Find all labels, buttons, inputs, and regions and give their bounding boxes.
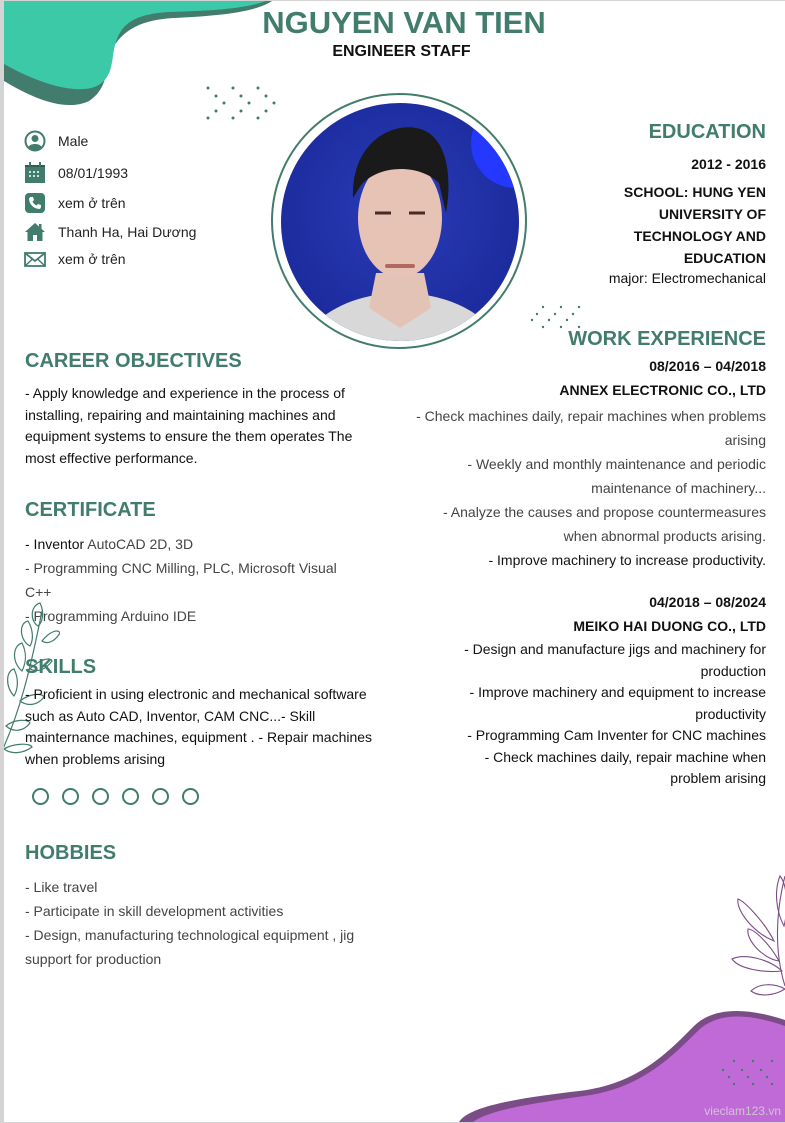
rating-circle[interactable] [152, 788, 169, 805]
home-icon [24, 221, 46, 243]
school-line: EDUCATION [683, 250, 766, 266]
calendar-icon [24, 162, 46, 184]
education-school [624, 181, 766, 269]
duty-item: - Improve machinery and equipment to increase productivity [469, 684, 766, 722]
info-email [24, 248, 126, 270]
education-period: 2012 - 2016 [691, 156, 766, 172]
hobbies-heading: HOBBIES [25, 842, 117, 864]
certificate-item-rest: AutoCAD 2D, 3D [84, 536, 194, 552]
job-2-company: MEIKO HAI DUONG CO., LTD [573, 618, 766, 634]
job-title: ENGINEER STAFF [332, 43, 471, 60]
rating-circle[interactable] [92, 788, 109, 805]
certificate-list [25, 532, 365, 628]
info-birthdate [24, 162, 128, 184]
certificate-item: - Programming CNC Milling, PLC, Microsoft Visual C++ [25, 560, 337, 600]
certificate-item [25, 532, 365, 556]
hobby-item: - Participate in skill development activities [25, 903, 284, 919]
certificate-item: - Programming Arduino IDE [25, 608, 197, 624]
phone-value: xem ở trên [58, 195, 126, 211]
skill-rating [32, 788, 212, 810]
rating-circle[interactable] [182, 788, 199, 805]
certificate-item-prefix: - Inventor [25, 536, 85, 552]
education-heading: EDUCATION [648, 121, 766, 143]
education-major: major: Electromechanical [608, 270, 766, 286]
school-line: UNIVERSITY OF [658, 206, 766, 222]
dots-decoration-bottom [721, 1059, 777, 1087]
skills-heading: SKILLS [25, 656, 97, 678]
duty-item: - Programming Cam Inventer for CNC machines [467, 727, 766, 743]
email-value: xem ở trên [58, 251, 126, 267]
duty-item: - Check machines daily, repair machines when problems arising [416, 408, 766, 448]
watermark: vieclam123.vn [704, 1104, 781, 1118]
email-icon [24, 248, 46, 270]
skills-text: - Proficient in using electronic and mechanical software such as Auto CAD, Inventor, CAM CNC...- Skill mainternance machines, equipment . - Repair machines when problems arising [25, 686, 373, 767]
career-objectives-heading: CAREER OBJECTIVES [25, 350, 242, 372]
hobby-item: - Design, manufacturing technological equipment , jig support for production [25, 927, 355, 967]
job-1-company: ANNEX ELECTRONIC CO., LTD [559, 382, 766, 398]
leaf-branch-decoration-right [724, 871, 785, 1001]
school-line: TECHNOLOGY AND [633, 228, 766, 244]
candidate-name: NGUYEN VAN TIEN [262, 5, 546, 40]
birthdate-value: 08/01/1993 [58, 165, 129, 181]
phone-icon [24, 192, 46, 214]
duty-item: - Design and manufacture jigs and machinery for production [464, 641, 766, 679]
profile-photo [281, 103, 519, 341]
certificate-heading: CERTIFICATE [25, 499, 156, 521]
career-objectives-text: - Apply knowledge and experience in the process of installing, repairing and maintaining machines and equipment systems to ensure the them operates The most effective performance. [25, 385, 353, 466]
duty-item: - Analyze the causes and propose countermeasures when abnormal products arising. [443, 504, 766, 544]
dots-decoration-top [204, 85, 279, 125]
rating-circle[interactable] [32, 788, 49, 805]
school-line: SCHOOL: HUNG YEN [623, 184, 766, 200]
work-experience-heading: WORK EXPERIENCE [568, 328, 766, 350]
job-2-duties [426, 639, 766, 790]
address-value: Thanh Ha, Hai Dương [58, 224, 197, 240]
gender-value: Male [58, 133, 89, 149]
rating-circle[interactable] [62, 788, 79, 805]
user-icon [24, 130, 46, 152]
info-phone [24, 192, 126, 214]
info-address [24, 221, 196, 243]
hobbies-list [25, 875, 375, 971]
rating-circle[interactable] [122, 788, 139, 805]
job-1-duties [416, 404, 766, 572]
duty-item: - Improve machinery to increase productivity. [488, 552, 766, 568]
info-gender [24, 130, 88, 152]
hobby-item: - Like travel [25, 879, 98, 895]
job-1-period: 08/2016 – 04/2018 [649, 358, 766, 374]
duty-item: - Weekly and monthly maintenance and periodic maintenance of machinery... [467, 456, 766, 496]
job-2-period: 04/2018 – 08/2024 [649, 594, 766, 610]
resume-page [4, 1, 785, 1122]
duty-item: - Check machines daily, repair machine when problem arising [484, 748, 766, 786]
